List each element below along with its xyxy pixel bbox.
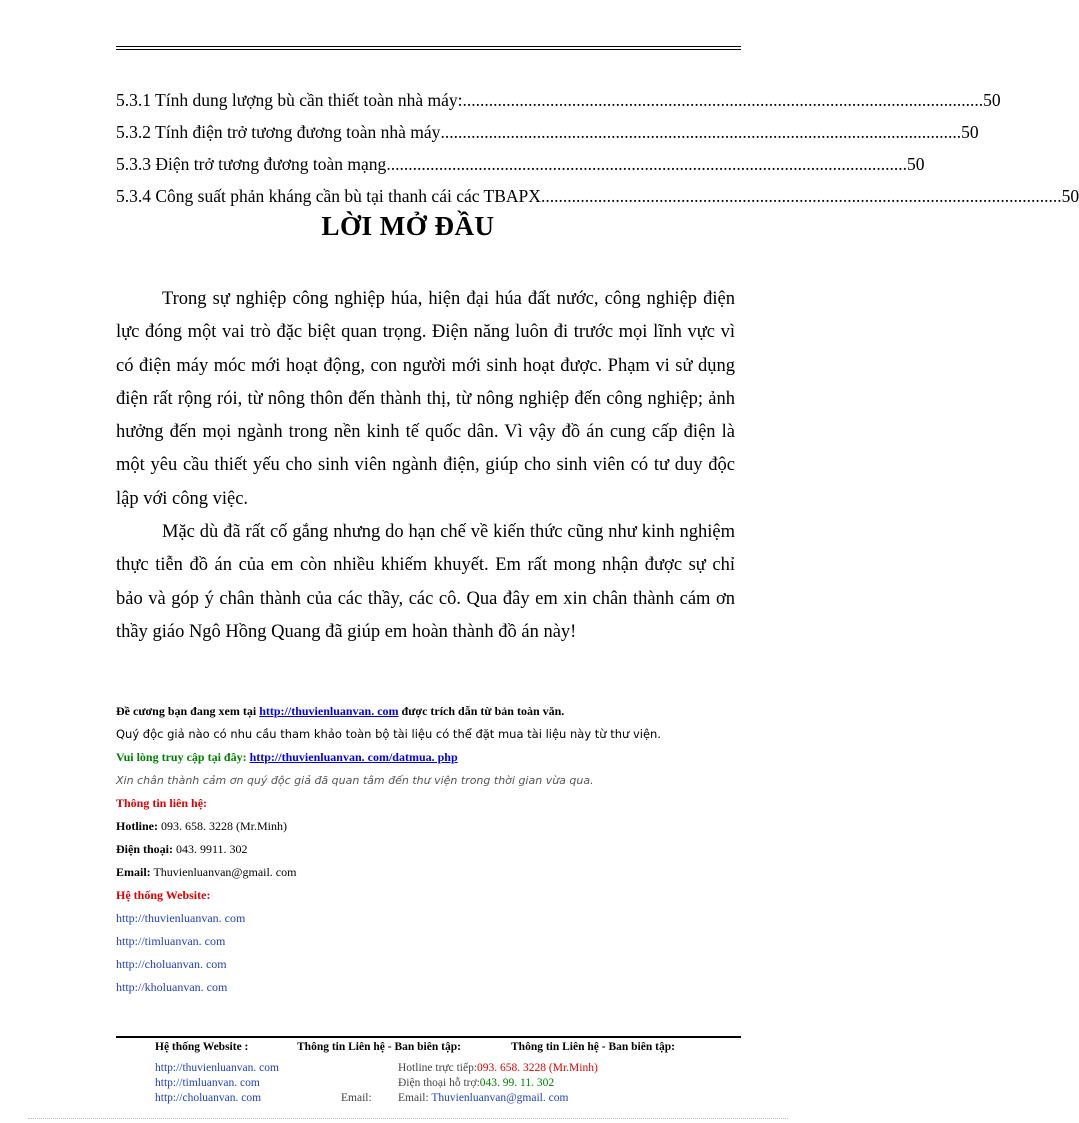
- footer-email: Email: Thuvienluanvan@gmail. com: [398, 1092, 569, 1104]
- body-text: [116, 283, 735, 649]
- phone: Điện thoại: 043. 9911. 302: [116, 842, 248, 856]
- toc-entry-title: 5.3.4 Công suất phản kháng cần bù tại thanh cái các TBAPX: [116, 186, 541, 206]
- toc-entry-title: 5.3.1 Tính dung lượng bù cần thiết toàn nhà máy:: [116, 90, 463, 110]
- notice-line-thanks: Xin chân thành cảm ơn quý độc giả đã quan tâm đến thư viện trong thời gian vừa qua.: [116, 774, 594, 787]
- toc-entry-page: 50: [961, 122, 979, 142]
- toc-entry-title: 5.3.3 Điện trở tương đương toàn mạng: [116, 154, 387, 174]
- page-title: LỜI MỞ ĐẦU: [321, 211, 495, 241]
- footer-rule: [116, 1036, 741, 1038]
- toc-leader-dots: .......................................................................................................................: [540, 186, 1062, 206]
- table-of-contents: [116, 84, 1079, 212]
- website-link[interactable]: http://choluanvan. com: [116, 957, 227, 971]
- footer-contact-heading: Thông tin Liên hệ - Ban biên tập:: [297, 1041, 461, 1053]
- paragraph: Trong sự nghiệp công nghiệp húa, hiện đại húa đất nước, công nghiệp điện lực đóng một vai trò đặc biệt quan trọng. Điện năng luôn đi trước mọi lĩnh vực vì có điện máy móc mới hoạt động, con người mới sinh hoạt được. Phạm vi sử dụng điện rất rộng rói, từ nông thôn đến thành thị, từ nông nghiệp đến công nghiệp; ảnh hưởng đến mọi ngành trong nền kinh tế quốc dân. Vì vậy đồ án cung cấp điện là một yêu cầu thiết yếu cho sinh viên ngành điện, giúp cho sinh viên có tư duy độc lập với công việc.: [116, 289, 735, 509]
- header-double-rule: [116, 46, 741, 52]
- website-link[interactable]: http://thuvienluanvan. com: [116, 911, 246, 925]
- footer-contact-heading-2: Thông tin Liên hệ - Ban biên tập:: [511, 1041, 675, 1053]
- toc-leader-dots: .......................................................................................................................: [386, 154, 907, 174]
- toc-leader-dots: .......................................................................................................................: [462, 90, 984, 110]
- notice-line-access: Vui lòng truy cập tại đây: http://thuvienluanvan. com/datmua. php: [116, 750, 458, 764]
- toc-entry[interactable]: [116, 180, 1079, 212]
- website-link[interactable]: http://kholuanvan. com: [116, 980, 228, 994]
- hotline: Hotline: 093. 658. 3228 (Mr.Minh): [116, 819, 287, 833]
- toc-entry-page: 50: [1061, 186, 1079, 206]
- footer-site-link[interactable]: http://timluanvan. com: [155, 1077, 260, 1089]
- footer-email-label: Email:: [341, 1092, 372, 1104]
- notice-line-order: Quý độc giả nào có nhu cầu tham khảo toàn bộ tài liệu có thể đặt mua tài liệu này từ thư viện.: [116, 727, 661, 741]
- footer-hotline: Hotline trực tiếp:093. 658. 3228 (Mr.Minh): [398, 1062, 598, 1074]
- footer-phone: Điện thoại hỗ trợ:043. 99. 11. 302: [398, 1077, 555, 1089]
- contact-heading: Thông tin liên hệ:: [116, 796, 208, 810]
- library-notice: [116, 700, 736, 999]
- toc-entry-title: 5.3.2 Tính điện trở tương đương toàn nhà máy: [116, 122, 441, 142]
- toc-entry-page: 50: [906, 154, 925, 174]
- toc-entry-page: 50: [983, 90, 1001, 110]
- websites-heading: Hệ thống Website:: [116, 888, 211, 902]
- page-bottom-border: [28, 1118, 788, 1119]
- email: Email: Thuvienluanvan@gmail. com: [116, 865, 297, 879]
- footer-site-link[interactable]: http://choluanvan. com: [155, 1092, 262, 1104]
- order-link[interactable]: http://thuvienluanvan. com/datmua. php: [249, 750, 458, 764]
- footer-websites-heading: Hệ thống Website :: [155, 1041, 249, 1053]
- notice-line-source: Đề cương bạn đang xem tại http://thuvienluanvan. com được trích dẫn từ bản toàn văn.: [116, 704, 565, 718]
- toc-leader-dots: .......................................................................................................................: [440, 122, 962, 142]
- toc-entry[interactable]: [116, 84, 1001, 116]
- toc-entry[interactable]: [116, 148, 925, 180]
- library-link[interactable]: http://thuvienluanvan. com: [259, 704, 399, 718]
- website-link[interactable]: http://timluanvan. com: [116, 934, 226, 948]
- footer-site-link[interactable]: http://thuvienluanvan. com: [155, 1062, 279, 1074]
- toc-entry[interactable]: [116, 116, 979, 148]
- paragraph: Mặc dù đã rất cố gắng nhưng do hạn chế về kiến thức cũng như kinh nghiệm thực tiễn đồ án của em còn nhiều khiếm khuyết. Em rất mong nhận được sự chỉ bảo và góp ý chân thành của các thầy, các cô. Qua đây em xin chân thành cám ơn thầy giáo Ngô Hồng Quang đã giúp em hoàn thành đồ án này!: [116, 522, 735, 642]
